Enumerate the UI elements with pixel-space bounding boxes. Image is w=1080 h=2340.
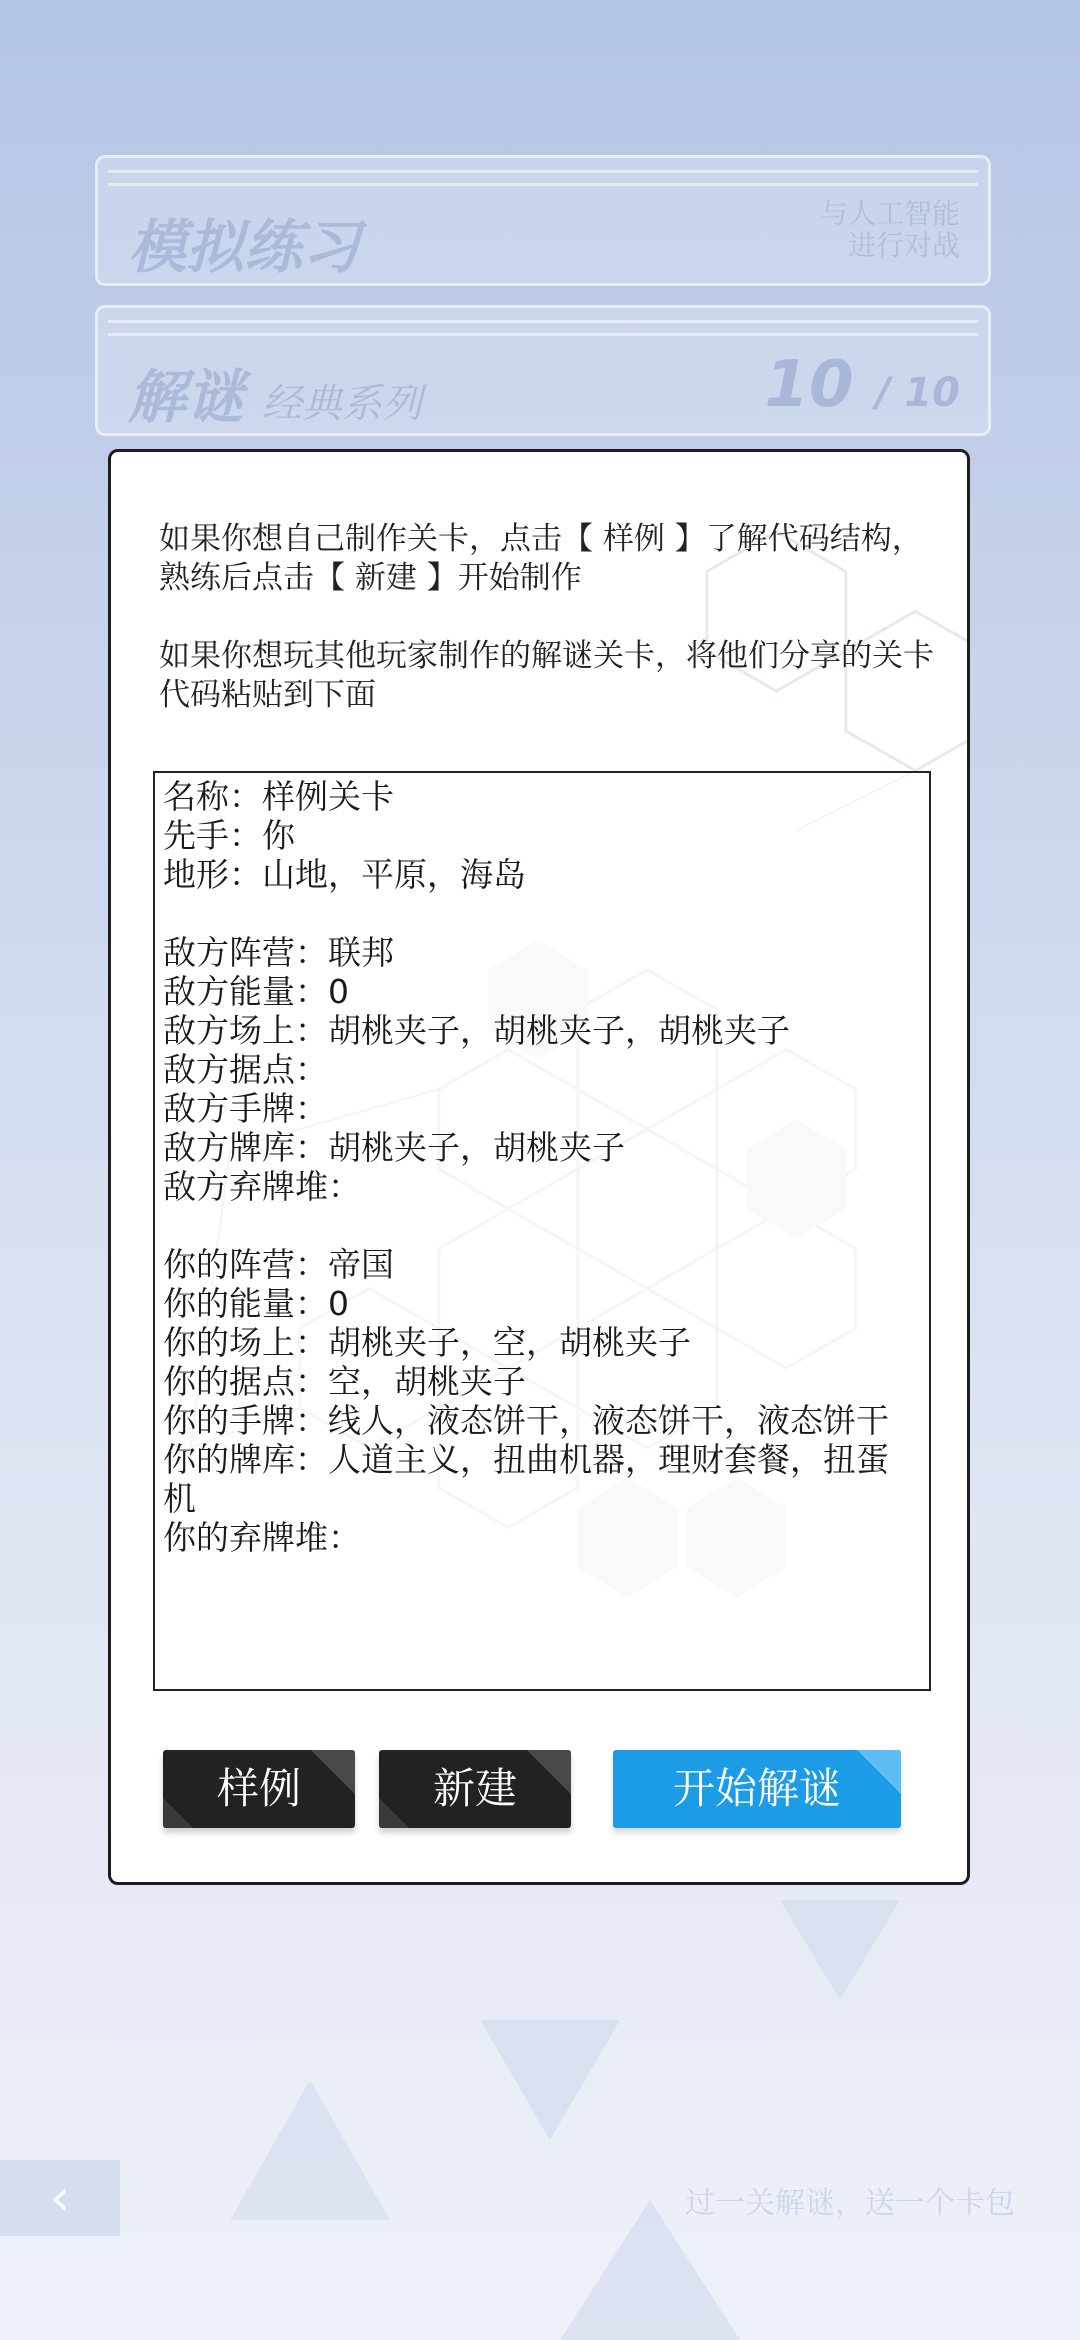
puzzle-progress-done: 10 [764,348,854,422]
puzzle-mode-title: 解谜 [128,363,245,431]
code-line: 敌方弃牌堆： [163,1167,361,1206]
back-arrow-icon: ‹ [49,2168,71,2228]
back-button[interactable] [0,2160,120,2236]
new-level-button-label: 新建 [432,1764,517,1813]
puzzle-progress [764,348,960,422]
code-line: 你的弃牌堆： [163,1518,361,1557]
code-line: 敌方手牌： [163,1089,328,1128]
puzzle-progress-total: / 10 [875,370,960,416]
practice-mode-title: 模拟练习 [128,213,361,281]
start-puzzle-button-label: 开始解谜 [672,1764,841,1813]
code-line: 敌方阵营：联邦 [163,933,394,972]
sample-button[interactable] [163,1750,355,1828]
code-line: 地形：山地，平原，海岛 [163,855,526,894]
instruction-create-level: 如果你想自己制作关卡，点击【 样例 】了解代码结构，熟练后点击【 新建 】开始制作 [159,521,923,596]
code-line: 敌方能量：0 [163,972,349,1011]
sample-button-label: 样例 [216,1764,301,1813]
level-code-input[interactable] [153,771,931,1691]
code-line: 先手：你 [163,816,295,855]
new-level-button[interactable] [379,1750,571,1828]
practice-mode-subtitle: 与人工智能 进行对战 [819,197,960,262]
code-line: 你的据点：空，胡桃夹子 [163,1362,526,1401]
instruction-paste-code: 如果你想玩其他玩家制作的解谜关卡，将他们分享的关卡代码粘贴到下面 [159,638,934,713]
puzzle-mode-title-wrap [128,350,422,434]
puzzle-series-label: 经典系列 [262,381,423,427]
start-puzzle-button[interactable] [613,1750,901,1828]
code-line: 敌方牌库：胡桃夹子，胡桃夹子 [163,1128,625,1167]
code-line: 名称：样例关卡 [163,777,394,816]
practice-mode-card[interactable] [95,155,991,286]
code-line: 敌方场上：胡桃夹子，胡桃夹子，胡桃夹子 [163,1011,790,1050]
code-line [163,1206,921,1245]
code-line: 你的场上：胡桃夹子，空，胡桃夹子 [163,1323,691,1362]
custom-puzzle-dialog [108,449,970,1885]
code-line [163,894,921,933]
bg-triangle [230,2080,390,2220]
footer-promo-text: 过一关解谜，送一个卡包 [685,2186,1015,2221]
puzzle-mode-card[interactable] [95,305,991,436]
bg-triangle [780,1900,900,2000]
code-line: 你的牌库：人道主义，扭曲机器，理财套餐，扭蛋机 [163,1440,889,1518]
code-line: 你的能量：0 [163,1284,349,1323]
code-line: 敌方据点： [163,1050,328,1089]
code-line: 你的手牌：线人，液态饼干，液态饼干，液态饼干 [163,1401,889,1440]
code-line: 你的阵营：帝国 [163,1245,394,1284]
bg-triangle [480,2020,620,2140]
